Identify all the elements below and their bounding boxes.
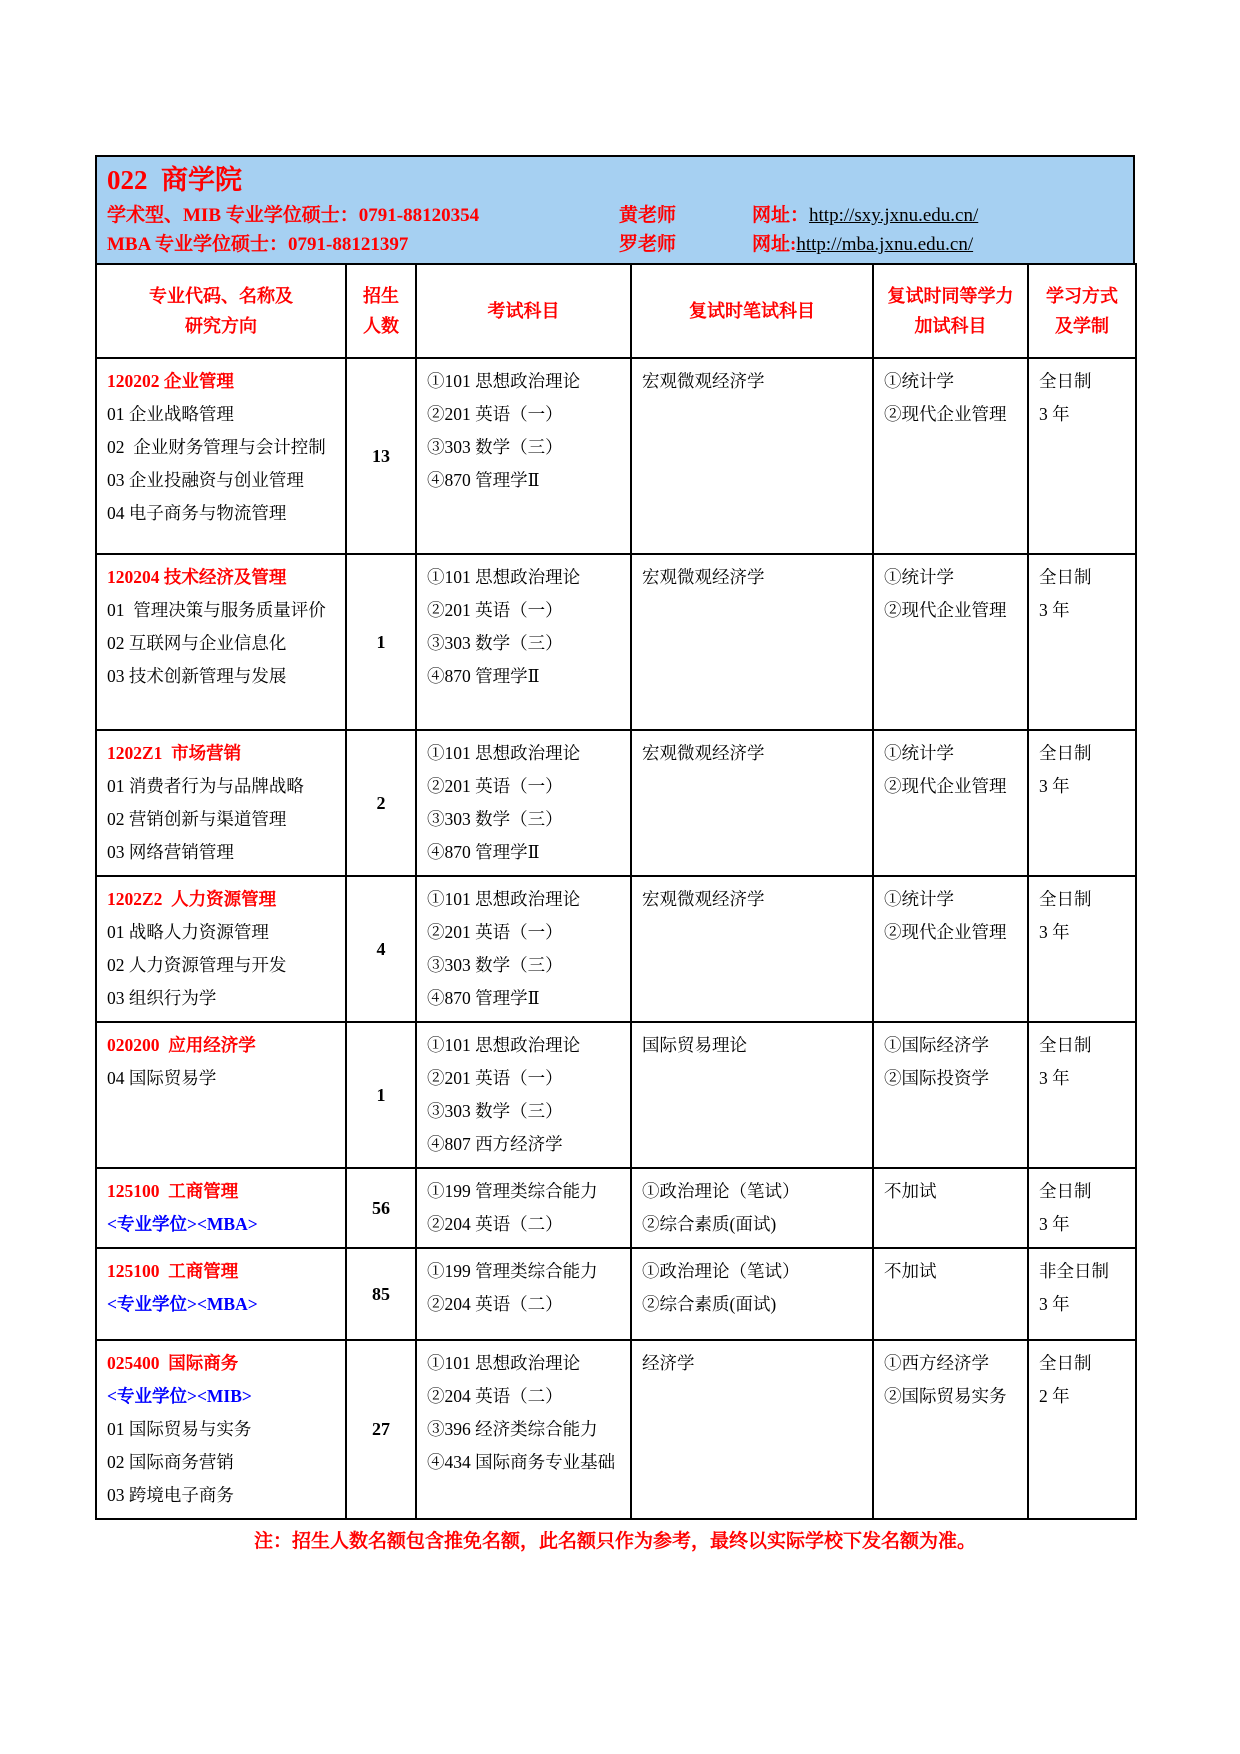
program-code-title: 120204 技术经济及管理: [107, 567, 287, 587]
study-mode: 2 年: [1039, 1386, 1070, 1406]
table-row: [96, 1022, 1136, 1168]
exam-subject: ①101 思想政治理论: [427, 567, 581, 587]
retest-subject: 宏观微观经济学: [642, 743, 765, 763]
research-direction: 02 国际商务营销: [107, 1452, 234, 1472]
research-direction: 01 国际贸易与实务: [107, 1419, 252, 1439]
exam-subjects-cell: [416, 876, 631, 1022]
enrollment-count: 27: [346, 1340, 416, 1519]
department-code-title: 022 商学院: [107, 165, 242, 195]
additional-subject: ②现代企业管理: [884, 404, 1007, 424]
exam-subject: ①199 管理类综合能力: [427, 1261, 598, 1281]
program-cell: [96, 358, 346, 554]
study-mode: 3 年: [1039, 1068, 1070, 1088]
additional-subject: ①统计学: [884, 889, 954, 909]
retest-subject: 宏观微观经济学: [642, 371, 765, 391]
retest-subject: 宏观微观经济学: [642, 567, 765, 587]
additional-subject: 不加试: [884, 1181, 937, 1201]
additional-subjects-cell: [873, 876, 1028, 1022]
contact-line-mba: [107, 230, 1123, 259]
exam-subject: ④434 国际商务专业基础: [427, 1452, 616, 1472]
additional-subjects-cell: [873, 730, 1028, 876]
exam-subject: ④870 管理学Ⅱ: [427, 666, 540, 686]
contact-site: [752, 201, 978, 230]
study-mode: 全日制: [1039, 371, 1092, 391]
exam-subject: ③303 数学（三）: [427, 1101, 563, 1121]
exam-subject: ②204 英语（二）: [427, 1386, 563, 1406]
exam-subject: ②204 英语（二）: [427, 1294, 563, 1314]
study-mode-cell: [1028, 876, 1136, 1022]
column-header-line: 招生: [363, 286, 399, 306]
program-cell: [96, 554, 346, 730]
study-mode: 全日制: [1039, 1035, 1092, 1055]
exam-subject: ②201 英语（一）: [427, 776, 563, 796]
degree-tag: <专业学位><MBA>: [107, 1214, 258, 1234]
additional-subject: ②国际投资学: [884, 1068, 989, 1088]
study-mode: 全日制: [1039, 743, 1092, 763]
program-code-title: 125100 工商管理: [107, 1261, 239, 1281]
study-mode: 3 年: [1039, 776, 1070, 796]
retest-subjects-cell: [631, 358, 873, 554]
additional-subjects-cell: [873, 1248, 1028, 1340]
table-row: [96, 1340, 1136, 1519]
retest-subject: 国际贸易理论: [642, 1035, 747, 1055]
exam-subject: ④807 西方经济学: [427, 1134, 563, 1154]
site-label: 网址:: [752, 234, 797, 255]
enrollment-count: 1: [346, 554, 416, 730]
exam-subject: ②201 英语（一）: [427, 1068, 563, 1088]
study-mode: 3 年: [1039, 600, 1070, 620]
exam-subject: ④870 管理学Ⅱ: [427, 842, 540, 862]
research-direction: 02 企业财务管理与会计控制: [107, 437, 326, 457]
research-direction: 03 跨境电子商务: [107, 1485, 234, 1505]
exam-subject: ③396 经济类综合能力: [427, 1419, 598, 1439]
retest-subject: ①政治理论（笔试）: [642, 1181, 800, 1201]
additional-subjects-cell: [873, 1022, 1028, 1168]
research-direction: 03 技术创新管理与发展: [107, 666, 287, 686]
table-row: [96, 358, 1136, 554]
program-cell: [96, 730, 346, 876]
exam-subject: ④870 管理学Ⅱ: [427, 988, 540, 1008]
column-header-line: 考试科目: [487, 301, 560, 321]
retest-subjects-cell: [631, 554, 873, 730]
degree-tag: <专业学位><MIB>: [107, 1386, 252, 1406]
program-cell: [96, 1022, 346, 1168]
column-header-line: 研究方向: [185, 316, 257, 336]
program-code-title: 1202Z1 市场营销: [107, 743, 242, 763]
column-header-line: 学习方式: [1046, 286, 1118, 306]
retest-subjects-cell: [631, 876, 873, 1022]
retest-subject: 宏观微观经济学: [642, 889, 765, 909]
retest-subjects-cell: [631, 1168, 873, 1248]
additional-subject: ②国际贸易实务: [884, 1386, 1007, 1406]
research-direction: 01 消费者行为与品牌战略: [107, 776, 304, 796]
table-row: [96, 1168, 1136, 1248]
exam-subject: ③303 数学（三）: [427, 437, 563, 457]
site-label: 网址：: [752, 205, 810, 226]
retest-subject: ②综合素质(面试): [642, 1294, 777, 1314]
research-direction: 03 组织行为学: [107, 988, 217, 1008]
table-header-row: [96, 264, 1136, 358]
additional-subjects-cell: [873, 554, 1028, 730]
retest-subjects-cell: [631, 1022, 873, 1168]
research-direction: 04 国际贸易学: [107, 1068, 217, 1088]
study-mode: 3 年: [1039, 404, 1070, 424]
program-code-title: 1202Z2 人力资源管理: [107, 889, 277, 909]
column-header-line: 加试科目: [914, 316, 987, 336]
additional-subject: ①西方经济学: [884, 1353, 989, 1373]
additional-subject: 不加试: [884, 1261, 937, 1281]
department-header: [95, 155, 1135, 263]
research-direction: 03 企业投融资与创业管理: [107, 470, 304, 490]
exam-subject: ③303 数学（三）: [427, 809, 563, 829]
degree-tag: <专业学位><MBA>: [107, 1294, 258, 1314]
program-cell: [96, 1248, 346, 1340]
header-url-link[interactable]: http://mba.jxnu.edu.cn/: [796, 234, 974, 255]
column-header: [96, 264, 346, 358]
study-mode-cell: [1028, 1340, 1136, 1519]
column-header: [873, 264, 1028, 358]
additional-subject: ①国际经济学: [884, 1035, 989, 1055]
study-mode-cell: [1028, 358, 1136, 554]
study-mode-cell: [1028, 1022, 1136, 1168]
contact-line-academic: [107, 201, 1123, 230]
study-mode: 3 年: [1039, 1214, 1070, 1234]
additional-subject: ②现代企业管理: [884, 600, 1007, 620]
contact-phone-label: MBA 专业学位硕士：0791-88121397: [107, 234, 409, 255]
exam-subject: ②204 英语（二）: [427, 1214, 563, 1234]
enrollment-count: 56: [346, 1168, 416, 1248]
header-url-link[interactable]: http://sxy.jxnu.edu.cn/: [809, 205, 979, 226]
research-direction: 02 营销创新与渠道管理: [107, 809, 287, 829]
contact-teacher-name: 罗老师: [619, 234, 677, 255]
retest-subjects-cell: [631, 730, 873, 876]
retest-subject: 经济学: [642, 1353, 695, 1373]
study-mode-cell: [1028, 1248, 1136, 1340]
retest-subjects-cell: [631, 1248, 873, 1340]
exam-subject: ④870 管理学Ⅱ: [427, 470, 540, 490]
exam-subjects-cell: [416, 730, 631, 876]
footnote: 注：招生人数名额包含推免名额，此名额只作为参考，最终以实际学校下发名额为准。: [253, 1531, 976, 1552]
exam-subjects-cell: [416, 1340, 631, 1519]
additional-subject: ①统计学: [884, 743, 954, 763]
retest-subject: ①政治理论（笔试）: [642, 1261, 800, 1281]
enrollment-count: 1: [346, 1022, 416, 1168]
contact-teacher-name: 黄老师: [619, 205, 677, 226]
study-mode: 全日制: [1039, 1181, 1092, 1201]
research-direction: 01 管理决策与服务质量评价: [107, 600, 326, 620]
retest-subjects-cell: [631, 1340, 873, 1519]
program-cell: [96, 1168, 346, 1248]
study-mode-cell: [1028, 1168, 1136, 1248]
column-header: [416, 264, 631, 358]
exam-subjects-cell: [416, 1248, 631, 1340]
exam-subject: ②201 英语（一）: [427, 922, 563, 942]
research-direction: 02 互联网与企业信息化: [107, 633, 287, 653]
exam-subject: ①101 思想政治理论: [427, 371, 581, 391]
table-row: [96, 554, 1136, 730]
exam-subject: ②201 英语（一）: [427, 600, 563, 620]
additional-subject: ①统计学: [884, 371, 954, 391]
enrollment-count: 85: [346, 1248, 416, 1340]
additional-subjects-cell: [873, 358, 1028, 554]
contact-phone-label: 学术型、MIB 专业学位硕士：0791-88120354: [107, 205, 480, 226]
program-cell: [96, 1340, 346, 1519]
study-mode-cell: [1028, 554, 1136, 730]
enrollment-count: 4: [346, 876, 416, 1022]
contact-site: [752, 230, 973, 259]
exam-subject: ①101 思想政治理论: [427, 743, 581, 763]
study-mode: 全日制: [1039, 889, 1092, 909]
study-mode: 全日制: [1039, 1353, 1092, 1373]
exam-subject: ③303 数学（三）: [427, 633, 563, 653]
additional-subject: ①统计学: [884, 567, 954, 587]
column-header: [631, 264, 873, 358]
program-code-title: 025400 国际商务: [107, 1353, 239, 1373]
enrollment-count: 2: [346, 730, 416, 876]
program-cell: [96, 876, 346, 1022]
table-row: [96, 1248, 1136, 1340]
study-mode-cell: [1028, 730, 1136, 876]
study-mode: 3 年: [1039, 922, 1070, 942]
research-direction: 01 战略人力资源管理: [107, 922, 269, 942]
column-header: [1028, 264, 1136, 358]
exam-subject: ①199 管理类综合能力: [427, 1181, 598, 1201]
exam-subjects-cell: [416, 358, 631, 554]
exam-subjects-cell: [416, 1022, 631, 1168]
table-row: [96, 876, 1136, 1022]
column-header-line: 及学制: [1055, 316, 1109, 336]
research-direction: 03 网络营销管理: [107, 842, 234, 862]
study-mode: 3 年: [1039, 1294, 1070, 1314]
column-header: [346, 264, 416, 358]
program-code-title: 020200 应用经济学: [107, 1035, 256, 1055]
additional-subjects-cell: [873, 1168, 1028, 1248]
column-header-line: 复试时笔试科目: [689, 301, 815, 321]
additional-subjects-cell: [873, 1340, 1028, 1519]
program-code-title: 120202 企业管理: [107, 371, 234, 391]
study-mode: 非全日制: [1039, 1261, 1109, 1281]
exam-subjects-cell: [416, 1168, 631, 1248]
column-header-line: 复试时同等学力: [887, 286, 1014, 306]
retest-subject: ②综合素质(面试): [642, 1214, 777, 1234]
enrollment-count: 13: [346, 358, 416, 554]
programs-table: [95, 263, 1137, 1520]
admissions-sheet: [95, 155, 1135, 1556]
exam-subject: ①101 思想政治理论: [427, 1035, 581, 1055]
research-direction: 02 人力资源管理与开发: [107, 955, 287, 975]
exam-subjects-cell: [416, 554, 631, 730]
additional-subject: ②现代企业管理: [884, 776, 1007, 796]
table-row: [96, 730, 1136, 876]
exam-subject: ②201 英语（一）: [427, 404, 563, 424]
program-code-title: 125100 工商管理: [107, 1181, 239, 1201]
spec-table-body: [96, 358, 1136, 1519]
exam-subject: ①101 思想政治理论: [427, 889, 581, 909]
research-direction: 01 企业战略管理: [107, 404, 234, 424]
study-mode: 全日制: [1039, 567, 1092, 587]
column-header-line: 人数: [363, 316, 399, 336]
additional-subject: ②现代企业管理: [884, 922, 1007, 942]
column-header-line: 专业代码、名称及: [149, 286, 293, 306]
exam-subject: ③303 数学（三）: [427, 955, 563, 975]
research-direction: 04 电子商务与物流管理: [107, 503, 287, 523]
exam-subject: ①101 思想政治理论: [427, 1353, 581, 1373]
